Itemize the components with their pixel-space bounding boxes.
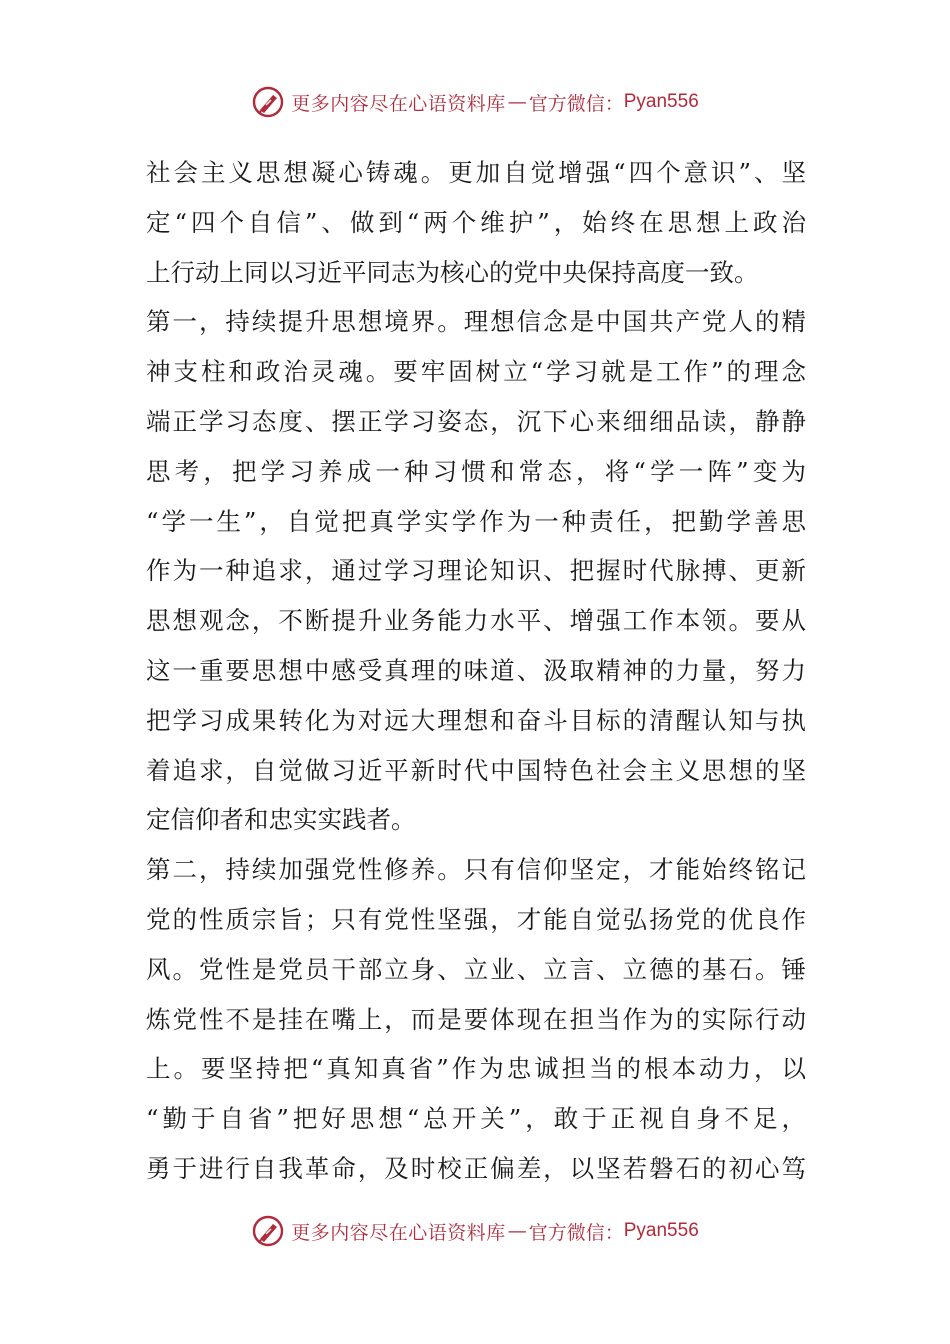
body-text-line: 定信仰者和忠实实践者。 — [146, 805, 416, 835]
footer-dash: — — [507, 1220, 527, 1242]
header-banner — [0, 82, 950, 122]
body-text-line: “学一生”，自觉把真学实学作为一种责任，把勤学善思 — [146, 506, 806, 536]
footer-site-name: 更多内容尽在心语资料库 — [291, 1221, 506, 1244]
body-text-line: 勇于进行自我革命，及时校正偏差，以坚若磐石的初心笃 — [146, 1153, 806, 1183]
body-text-line: 党的性质宗旨；只有党性坚强，才能自觉弘扬党的优良作 — [146, 904, 806, 934]
body-text-line: 着追求，自觉做习近平新时代中国特色社会主义思想的坚 — [146, 755, 806, 785]
header-wechat-label: 官方微信： — [528, 92, 624, 115]
body-text-line: “勤于自省”把好思想“总开关”，敢于正视自身不足， — [146, 1104, 806, 1134]
body-text-line: 风。党性是党员干部立身、立业、立言、立德的基石。锤 — [146, 954, 806, 984]
body-text-line: 上。要坚持把“真知真省”作为忠诚担当的根本动力，以 — [146, 1054, 806, 1084]
body-text-line: 端正学习态度、摆正学习姿态，沉下心来细细品读，静静 — [146, 406, 806, 436]
header-dash: — — [507, 91, 527, 113]
header-wechat-id: Pyan556 — [623, 91, 699, 112]
footer-banner — [0, 1211, 950, 1251]
body-text-line: 神支柱和政治灵魂。要牢固树立“学习就是工作”的理念 — [146, 357, 806, 387]
footer-wechat-id: Pyan556 — [623, 1220, 699, 1241]
body-text-line: 思考，把学习养成一种习惯和常态，将“学一阵”变为 — [146, 456, 806, 486]
body-text-line: 把学习成果转化为对远大理想和奋斗目标的清醒认知与执 — [146, 705, 806, 735]
body-text-line: 作为一种追求，通过学习理论知识、把握时代脉搏、更新 — [146, 556, 806, 586]
body-text-line: 思想观念，不断提升业务能力水平、增强工作本领。要从 — [146, 606, 806, 636]
body-text-line: 社会主义思想凝心铸魂。更加自觉增强“四个意识”、坚 — [146, 158, 806, 187]
header-site-name: 更多内容尽在心语资料库 — [291, 92, 506, 115]
body-text-line: 上行动上同以习近平同志为核心的党中央保持高度一致。 — [146, 257, 759, 287]
body-text-line: 第一，持续提升思想境界。理想信念是中国共产党人的精 — [146, 307, 806, 337]
pen-nib-logo-icon — [251, 1214, 285, 1248]
body-text-line: 这一重要思想中感受真理的味道、汲取精神的力量，努力 — [146, 655, 806, 685]
document-body — [146, 148, 806, 1194]
body-text-line: 第二，持续加强党性修养。只有信仰坚定，才能始终铭记 — [146, 855, 806, 885]
footer-wechat-label: 官方微信： — [528, 1221, 624, 1244]
body-text-line: 定“四个自信”、做到“两个维护”，始终在思想上政治 — [146, 207, 806, 237]
body-text-line: 炼党性不是挂在嘴上，而是要体现在担当作为的实际行动 — [146, 1004, 806, 1034]
pen-nib-logo-icon — [251, 85, 285, 119]
